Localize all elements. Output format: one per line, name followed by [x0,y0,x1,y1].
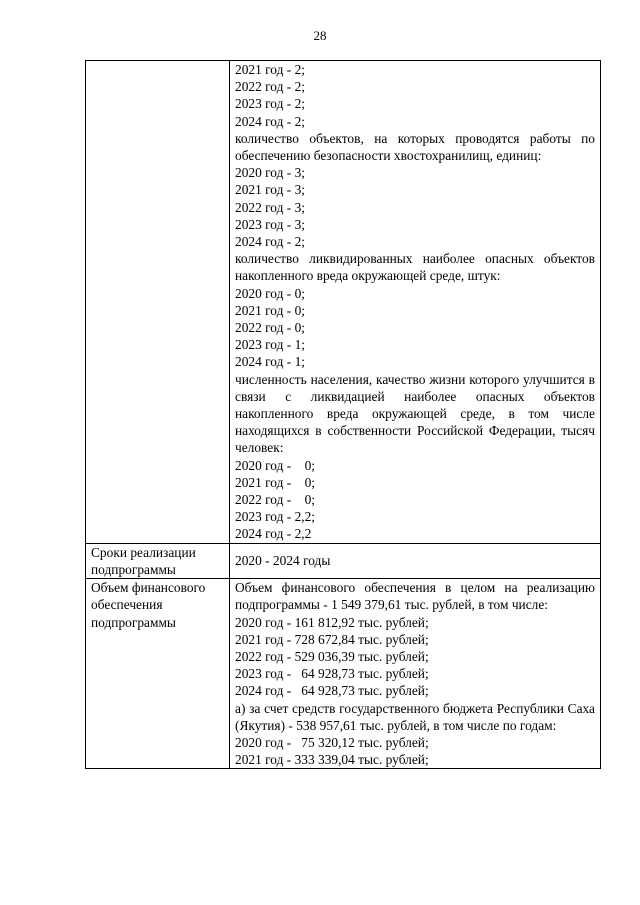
funding-year-line: 2023 год - 64 928,73 тыс. рублей; [235,666,429,682]
indicator-description: количество объектов, на которых проводятся работы по обеспечению безопасности хвостохранилищ, единиц: [235,130,595,164]
indicator-line: 2023 год - 2; [235,96,305,112]
indicator-description: численность населения, качество жизни которого улучшится в связи с ликвидацией наиболее опасных объектов накопленного вреда окружающей среде, в том числе находящихся в собственности Российской Федерации, тысяч человек: [235,371,595,456]
funding-year-line: 2022 год - 529 036,39 тыс. рублей; [235,648,429,664]
funding-year-line: 2021 год - 728 672,84 тыс. рублей; [235,631,429,647]
indicator-line: 2022 год - 3; [235,199,305,215]
funding-year-line: 2020 год - 161 812,92 тыс. рублей; [235,614,429,630]
indicator-line: 2022 год - 2; [235,79,305,95]
indicator-line: 2024 год - 1; [235,354,305,370]
indicator-line: 2022 год - 0; [235,320,305,336]
indicator-line: 2022 год - 0; [235,492,316,508]
timing-row [86,543,601,578]
funding-regional-description: а) за счет средств государственного бюджета Республики Саха (Якутия) - 538 957,61 тыс. рублей, в том числе по годам: [235,700,595,733]
indicator-line: 2021 год - 0; [235,302,305,318]
funding-row [86,579,601,769]
indicator-line: 2023 год - 2,2; [235,509,316,525]
indicator-line: 2020 год - 3; [235,165,305,181]
indicator-line: 2020 год - 0; [235,285,305,301]
timing-value-cell [230,543,601,578]
indicator-line: 2021 год - 3; [235,182,305,198]
funding-year-line: 2020 год - 75 320,12 тыс. рублей; [235,734,429,750]
indicator-line: 2023 год - 3; [235,216,305,232]
funding-label-cell [86,579,230,769]
funding-year-line: 2021 год - 333 339,04 тыс. рублей; [235,752,429,768]
funding-total-description: Объем финансового обеспечения в целом на реализацию подпрограммы - 1 549 379,61 тыс. рублей, в том числе: [235,580,595,613]
indicator-description: количество ликвидированных наиболее опасных объектов накопленного вреда окружающей среде, штук: [235,251,595,284]
page-number: 28 [313,28,327,43]
indicators-label-cell [86,61,230,544]
indicator-line: 2024 год - 2; [235,113,305,129]
indicator-line: 2021 год - 0; [235,474,316,490]
timing-label-cell [86,543,230,578]
timing-label: Сроки реализации подпрограммы [91,544,196,577]
timing-value: 2020 - 2024 годы [235,552,331,568]
indicators-value-cell [230,61,601,544]
funding-label: Объем финансового обеспечения подпрограммы [91,580,206,630]
indicator-line: 2024 год - 2; [235,234,305,250]
passport-table [85,60,601,769]
indicator-line: 2021 год - 2; [235,62,305,77]
indicator-line: 2020 год - 0; [235,457,316,473]
indicator-line: 2023 год - 1; [235,337,305,353]
funding-value-cell [230,579,601,769]
indicators-row [86,61,601,544]
indicator-line: 2024 год - 2,2 [235,526,312,542]
funding-year-line: 2024 год - 64 928,73 тыс. рублей; [235,683,429,699]
